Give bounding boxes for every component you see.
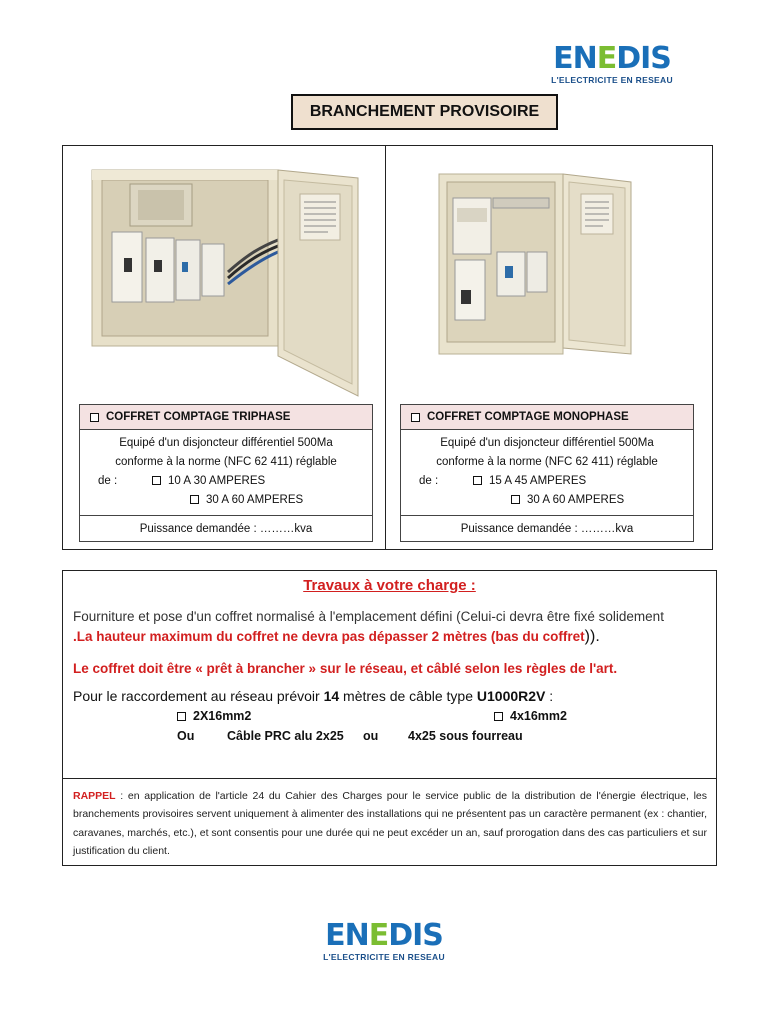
offer-triphase-heading[interactable] [80, 405, 372, 430]
cable-option-2x16[interactable]: 2X16mm2 [177, 709, 251, 723]
range-label: de : [419, 475, 439, 487]
checkbox-icon[interactable] [190, 495, 199, 504]
offer-monophase [400, 404, 694, 542]
description-line: Equipé d'un disjoncteur différentiel 500Ma [119, 437, 333, 449]
ou-label: ou [363, 729, 379, 743]
works-cable-length: Pour le raccordement au réseau prévoir 14 mètres de câble type U1000R2V : [73, 688, 554, 704]
offer-triphase-description [80, 430, 372, 516]
checkbox-icon[interactable] [152, 476, 161, 485]
logo-wordmark: ENEDIS [553, 41, 671, 76]
checkbox-icon[interactable] [90, 413, 99, 422]
works-paragraph: Fourniture et pose d'un coffret normalisé à l'emplacement défini (Celui-ci devra être fixé solidement [73, 609, 664, 624]
option-row [401, 472, 693, 491]
description-line: conforme à la norme (NFC 62 411) réglable [436, 456, 658, 468]
page-title: BRANCHEMENT PROVISOIRE [291, 94, 558, 130]
section-divider [63, 778, 716, 779]
option-row [80, 472, 372, 491]
option-10-30[interactable]: 10 A 30 AMPERES [152, 472, 265, 491]
offers-divider [385, 145, 386, 550]
checkbox-icon[interactable] [511, 495, 520, 504]
monophase-cabinet-photo [435, 168, 645, 358]
option-30-60[interactable]: 30 A 60 AMPERES [401, 491, 693, 510]
checkbox-icon[interactable] [494, 712, 503, 721]
offer-triphase [79, 404, 373, 542]
offer-monophase-power: Puissance demandée : ………kva [460, 523, 634, 535]
cable-option-4x16[interactable]: 4x16mm2 [494, 709, 567, 723]
enedis-logo-top [550, 41, 674, 85]
checkbox-icon[interactable] [177, 712, 186, 721]
option-30-60[interactable]: 30 A 60 AMPERES [80, 491, 372, 510]
works-title: Travaux à votre charge : [303, 577, 476, 594]
description-line: Equipé d'un disjoncteur différentiel 500Ma [440, 437, 654, 449]
offer-monophase-description [401, 430, 693, 516]
checkbox-icon[interactable] [473, 476, 482, 485]
logo-tagline: L'ELECTRICITE EN RESEAU [551, 75, 673, 85]
offer-monophase-heading[interactable] [401, 405, 693, 430]
option-15-45[interactable]: 15 A 45 AMPERES [473, 472, 586, 491]
rappel-notice: RAPPEL : en application de l'article 24 du Cahier des Charges pour le service public de la distribution de l'énergie électrique, les branchements provisoires servent uniquement à alimenter des installations qui ne présentent pas un caractère permanent (ex : chantier, caravanes, marchés, etc.), et sont consentis pour une durée qui ne peut excéder un an, sauf prorogation dans des cas particuliers et sur justification du client. [73, 790, 707, 857]
description-line: conforme à la norme (NFC 62 411) réglable [115, 456, 337, 468]
ou-label: Ou [177, 729, 195, 743]
alt-cable-4x25: 4x25 sous fourreau [408, 729, 523, 743]
alt-cable-prc: Câble PRC alu 2x25 [227, 729, 344, 743]
checkbox-icon[interactable] [411, 413, 420, 422]
offer-triphase-title: COFFRET COMPTAGE TRIPHASE [106, 411, 291, 423]
range-label: de : [98, 475, 118, 487]
logo-tagline: L'ELECTRICITE EN RESEAU [323, 952, 445, 962]
works-ready-warning: Le coffret doit être « prêt à brancher » sur le réseau, et câblé selon les règles de l'art. [73, 661, 618, 676]
logo-wordmark: ENEDIS [325, 918, 443, 953]
offer-monophase-title: COFFRET COMPTAGE MONOPHASE [427, 411, 629, 423]
triphase-cabinet-photo [88, 160, 368, 398]
works-height-warning: .La hauteur maximum du coffret ne devra pas dépasser 2 mètres (bas du coffret)). [73, 628, 600, 645]
enedis-logo-bottom [322, 918, 446, 962]
works-section [62, 570, 717, 866]
offer-triphase-power: Puissance demandée : ………kva [139, 523, 313, 535]
